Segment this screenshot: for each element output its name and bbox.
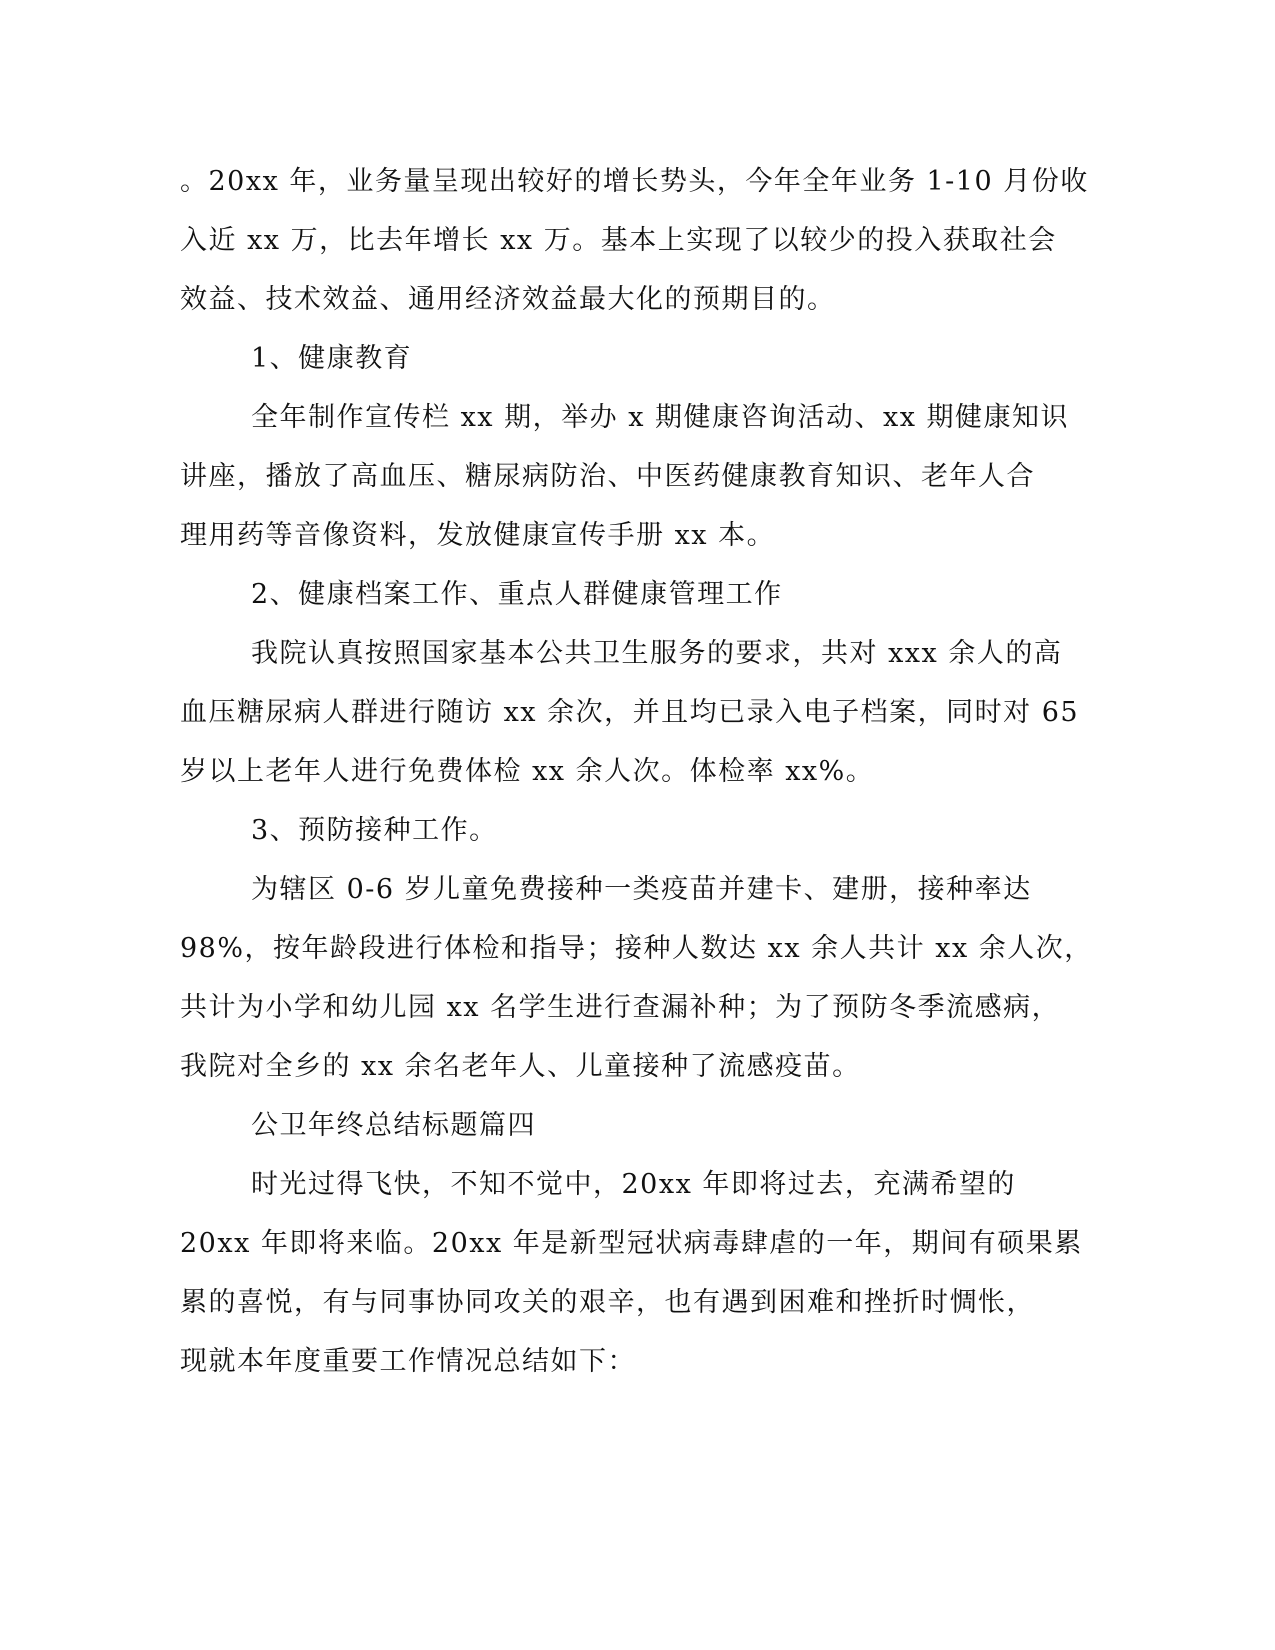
body-text-line: 为辖区 0-6 岁儿童免费接种一类疫苗并建卡、建册，接种率达 [251, 874, 1032, 905]
body-text-line: 我院认真按照国家基本公共卫生服务的要求，共对 xxx 余人的高 [251, 638, 1063, 669]
section-heading-vaccination: 3、预防接种工作。 [251, 815, 498, 846]
body-text-line: 。20xx 年，业务量呈现出较好的增长势头，今年全年业务 1-10 月份收 [180, 166, 1089, 197]
body-text-line: 98%，按年龄段进行体检和指导；接种人数达 xx 余人共计 xx 余人次， [180, 933, 1093, 964]
body-text-line: 理用药等音像资料，发放健康宣传手册 xx 本。 [180, 520, 776, 551]
body-text-line: 全年制作宣传栏 xx 期，举办 x 期健康咨询活动、xx 期健康知识 [251, 402, 1070, 433]
body-text-line: 时光过得飞快，不知不觉中，20xx 年即将过去，充满希望的 [251, 1169, 1016, 1200]
body-text-line: 我院对全乡的 xx 余名老年人、儿童接种了流感疫苗。 [180, 1051, 861, 1082]
body-text-line: 血压糖尿病人群进行随访 xx 余次，并且均已录入电子档案，同时对 65 [180, 697, 1080, 728]
body-text-line: 现就本年度重要工作情况总结如下： [180, 1346, 636, 1377]
body-text-line: 累的喜悦，有与同事协同攻关的艰辛，也有遇到困难和挫折时惆怅， [180, 1287, 1035, 1318]
section-heading-health-records: 2、健康档案工作、重点人群健康管理工作 [251, 579, 783, 610]
body-text-line: 共计为小学和幼儿园 xx 名学生进行查漏补种；为了预防冬季流感病， [180, 992, 1061, 1023]
section-heading-health-education: 1、健康教育 [251, 343, 413, 374]
body-text-line: 20xx 年即将来临。20xx 年是新型冠状病毒肆虐的一年，期间有硕果累 [180, 1228, 1083, 1259]
body-text-line: 岁以上老年人进行免费体检 xx 余人次。体检率 xx%。 [180, 756, 875, 787]
document-page [180, 152, 1093, 1391]
body-text-line: 讲座，播放了高血压、糖尿病防治、中医药健康教育知识、老年人合 [180, 461, 1035, 492]
body-text-line: 入近 xx 万，比去年增长 xx 万。基本上实现了以较少的投入获取社会 [180, 225, 1057, 256]
article-title: 公卫年终总结标题篇四 [251, 1110, 536, 1141]
body-text-line: 效益、技术效益、通用经济效益最大化的预期目的。 [180, 284, 836, 315]
